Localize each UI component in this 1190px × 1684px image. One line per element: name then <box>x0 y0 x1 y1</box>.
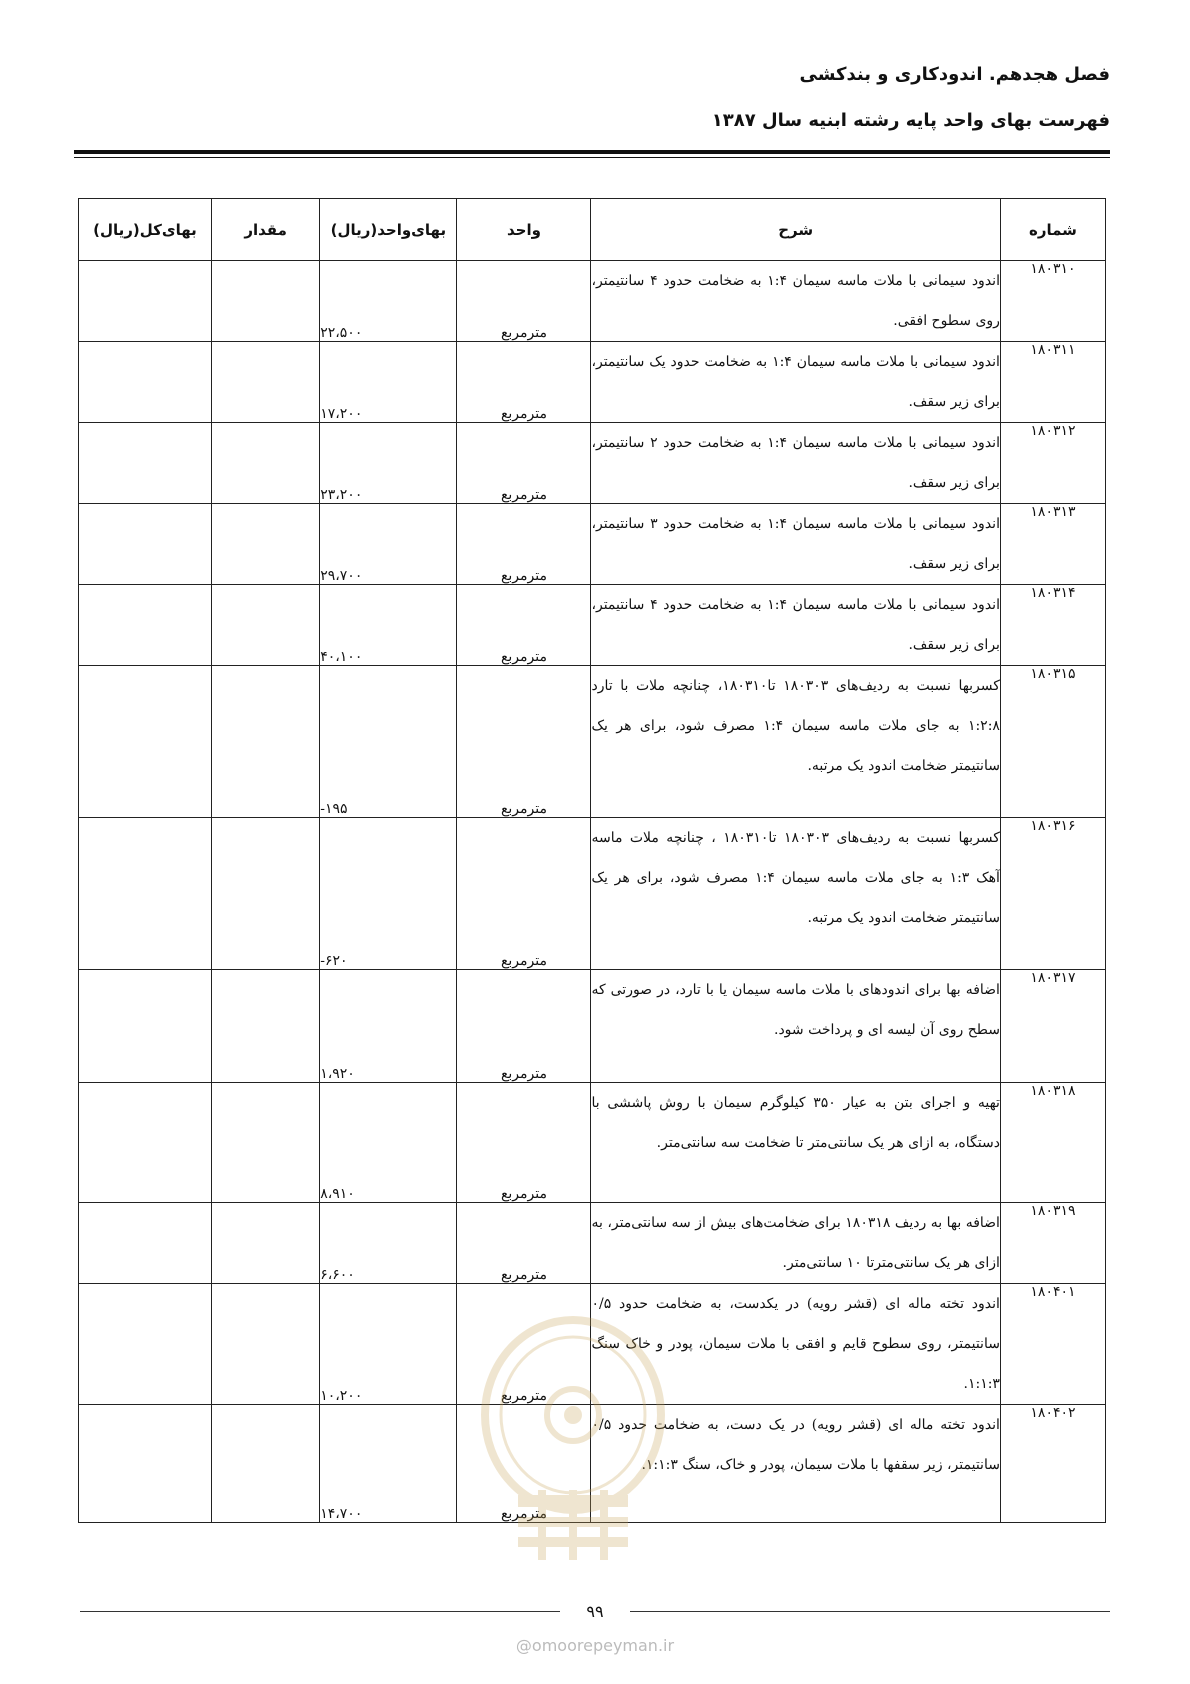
chapter-title: فصل هجدهم. اندودکاری و بندکشی <box>799 64 1110 85</box>
table-row <box>79 1083 1106 1203</box>
item-unit-price: -۶۲۰ <box>320 818 457 970</box>
item-unit-price: ۱۷،۲۰۰ <box>320 342 457 423</box>
item-total-price <box>79 1203 212 1284</box>
table-row <box>79 666 1106 818</box>
item-unit: مترمربع <box>457 1284 591 1405</box>
item-total-price <box>79 1083 212 1203</box>
item-quantity <box>211 666 319 818</box>
item-unit-price: ۲۹،۷۰۰ <box>320 504 457 585</box>
item-unit: مترمربع <box>457 585 591 666</box>
column-header-quantity: مقدار <box>211 199 319 261</box>
item-total-price <box>79 1284 212 1405</box>
page-number: ۹۹ <box>560 1602 630 1621</box>
item-quantity <box>211 970 319 1083</box>
column-header-unit-price: بهای‌واحد(ریال) <box>320 199 457 261</box>
column-header-description: شرح <box>591 199 1001 261</box>
item-total-price <box>79 1405 212 1523</box>
item-code: ۱۸۰۳۱۳ <box>1000 504 1105 585</box>
item-description: اندود سیمانی با ملات ماسه سیمان ۱:۴ به ضخامت حدود یک سانتیمتر، برای زیر سقف. <box>591 342 1001 423</box>
item-quantity <box>211 1203 319 1284</box>
table-row <box>79 1203 1106 1284</box>
item-description: کسربها نسبت به ردیف‌های ۱۸۰۳۰۳ تا۱۸۰۳۱۰، چنانچه ملات با تارد ۱:۲:۸ به جای ملات ماسه سیمان ۱:۴ مصرف شود، برای هر یک سانتیمتر ضخامت اندود یک مرتبه. <box>591 666 1001 818</box>
header-rule <box>74 150 1110 154</box>
item-code: ۱۸۰۳۱۶ <box>1000 818 1105 970</box>
item-description: اندود سیمانی با ملات ماسه سیمان ۱:۴ به ضخامت حدود ۳ سانتیمتر، برای زیر سقف. <box>591 504 1001 585</box>
item-code: ۱۸۰۳۱۰ <box>1000 261 1105 342</box>
item-unit: مترمربع <box>457 342 591 423</box>
item-unit-price: ۱۰،۲۰۰ <box>320 1284 457 1405</box>
item-quantity <box>211 1083 319 1203</box>
column-header-code: شماره <box>1000 199 1105 261</box>
table-row <box>79 261 1106 342</box>
item-quantity <box>211 585 319 666</box>
table-row <box>79 504 1106 585</box>
item-code: ۱۸۰۴۰۱ <box>1000 1284 1105 1405</box>
item-total-price <box>79 504 212 585</box>
item-total-price <box>79 342 212 423</box>
item-code: ۱۸۰۳۱۲ <box>1000 423 1105 504</box>
table-row <box>79 1405 1106 1523</box>
item-description: کسربها نسبت به ردیف‌های ۱۸۰۳۰۳ تا۱۸۰۳۱۰ ، چنانچه ملات ماسه آهک ۱:۳ به جای ملات ماسه سیمان ۱:۴ مصرف شود، برای هر یک سانتیمتر ضخامت اندود یک مرتبه. <box>591 818 1001 970</box>
item-quantity <box>211 504 319 585</box>
item-unit: مترمربع <box>457 1405 591 1523</box>
item-total-price <box>79 423 212 504</box>
item-unit-price: -۱۹۵ <box>320 666 457 818</box>
item-code: ۱۸۰۳۱۱ <box>1000 342 1105 423</box>
table-row <box>79 342 1106 423</box>
price-list-title: فهرست بهای واحد پایه رشته ابنیه سال ۱۳۸۷ <box>711 110 1110 131</box>
item-code: ۱۸۰۳۱۸ <box>1000 1083 1105 1203</box>
item-unit: مترمربع <box>457 970 591 1083</box>
item-description: اندود سیمانی با ملات ماسه سیمان ۱:۴ به ضخامت حدود ۴ سانتیمتر، برای زیر سقف. <box>591 585 1001 666</box>
item-unit: مترمربع <box>457 818 591 970</box>
table-row <box>79 970 1106 1083</box>
item-quantity <box>211 342 319 423</box>
column-header-total-price: بهای‌کل(ریال) <box>79 199 212 261</box>
item-total-price <box>79 585 212 666</box>
table-row <box>79 818 1106 970</box>
item-unit: مترمربع <box>457 423 591 504</box>
item-description: تهیه و اجرای بتن به عیار ۳۵۰ کیلوگرم سیمان با روش پاششی با دستگاه، به ازای هر یک سانتی‌متر تا ضخامت سه سانتی‌متر. <box>591 1083 1001 1203</box>
item-description: اندود تخته ماله ای (قشر رویه) در یکدست، به ضخامت حدود ۰/۵ سانتیمتر، روی سطوح قایم و افقی با ملات سیمان، پودر و خاک سنگ ۱:۱:۳. <box>591 1284 1001 1405</box>
item-code: ۱۸۰۳۱۹ <box>1000 1203 1105 1284</box>
item-unit-price: ۲۳،۲۰۰ <box>320 423 457 504</box>
item-unit: مترمربع <box>457 504 591 585</box>
item-unit-price: ۲۲،۵۰۰ <box>320 261 457 342</box>
item-code: ۱۸۰۳۱۷ <box>1000 970 1105 1083</box>
column-header-unit: واحد <box>457 199 591 261</box>
table-row <box>79 1284 1106 1405</box>
item-unit: مترمربع <box>457 1203 591 1284</box>
item-quantity <box>211 1284 319 1405</box>
item-quantity <box>211 818 319 970</box>
item-unit-price: ۴۰،۱۰۰ <box>320 585 457 666</box>
table-row <box>79 423 1106 504</box>
item-quantity <box>211 1405 319 1523</box>
item-unit-price: ۱،۹۲۰ <box>320 970 457 1083</box>
item-unit: مترمربع <box>457 1083 591 1203</box>
item-code: ۱۸۰۳۱۴ <box>1000 585 1105 666</box>
item-description: اندود سیمانی با ملات ماسه سیمان ۱:۴ به ضخامت حدود ۲ سانتیمتر، برای زیر سقف. <box>591 423 1001 504</box>
header-rule-thin <box>74 157 1110 158</box>
item-unit-price: ۶،۶۰۰ <box>320 1203 457 1284</box>
item-unit: مترمربع <box>457 261 591 342</box>
item-total-price <box>79 970 212 1083</box>
item-unit: مترمربع <box>457 666 591 818</box>
item-description: اندود تخته ماله ای (قشر رویه) در یک دست، به ضخامت حدود ۰/۵ سانتیمتر، زیر سقفها با ملات سیمان، پودر و خاک، سنگ ۱:۱:۳. <box>591 1405 1001 1523</box>
item-total-price <box>79 818 212 970</box>
item-description: اضافه بها برای اندودهای با ملات ماسه سیمان یا با تارد، در صورتی که سطح روی آن لیسه ای و پرداخت شود. <box>591 970 1001 1083</box>
table-row <box>79 585 1106 666</box>
item-total-price <box>79 666 212 818</box>
item-code: ۱۸۰۴۰۲ <box>1000 1405 1105 1523</box>
item-description: اضافه بها به ردیف ۱۸۰۳۱۸ برای ضخامت‌های بیش از سه سانتی‌متر، به ازای هر یک سانتی‌مترتا ۱۰ سانتی‌متر. <box>591 1203 1001 1284</box>
item-total-price <box>79 261 212 342</box>
price-table <box>78 198 1106 1523</box>
website-watermark: @omoorepeyman.ir <box>515 1636 675 1655</box>
item-description: اندود سیمانی با ملات ماسه سیمان ۱:۴ به ضخامت حدود ۴ سانتیمتر، روی سطوح افقی. <box>591 261 1001 342</box>
table-header-row <box>79 199 1106 261</box>
page-header <box>80 64 1110 131</box>
item-quantity <box>211 423 319 504</box>
item-unit-price: ۸،۹۱۰ <box>320 1083 457 1203</box>
item-unit-price: ۱۴،۷۰۰ <box>320 1405 457 1523</box>
item-quantity <box>211 261 319 342</box>
item-code: ۱۸۰۳۱۵ <box>1000 666 1105 818</box>
